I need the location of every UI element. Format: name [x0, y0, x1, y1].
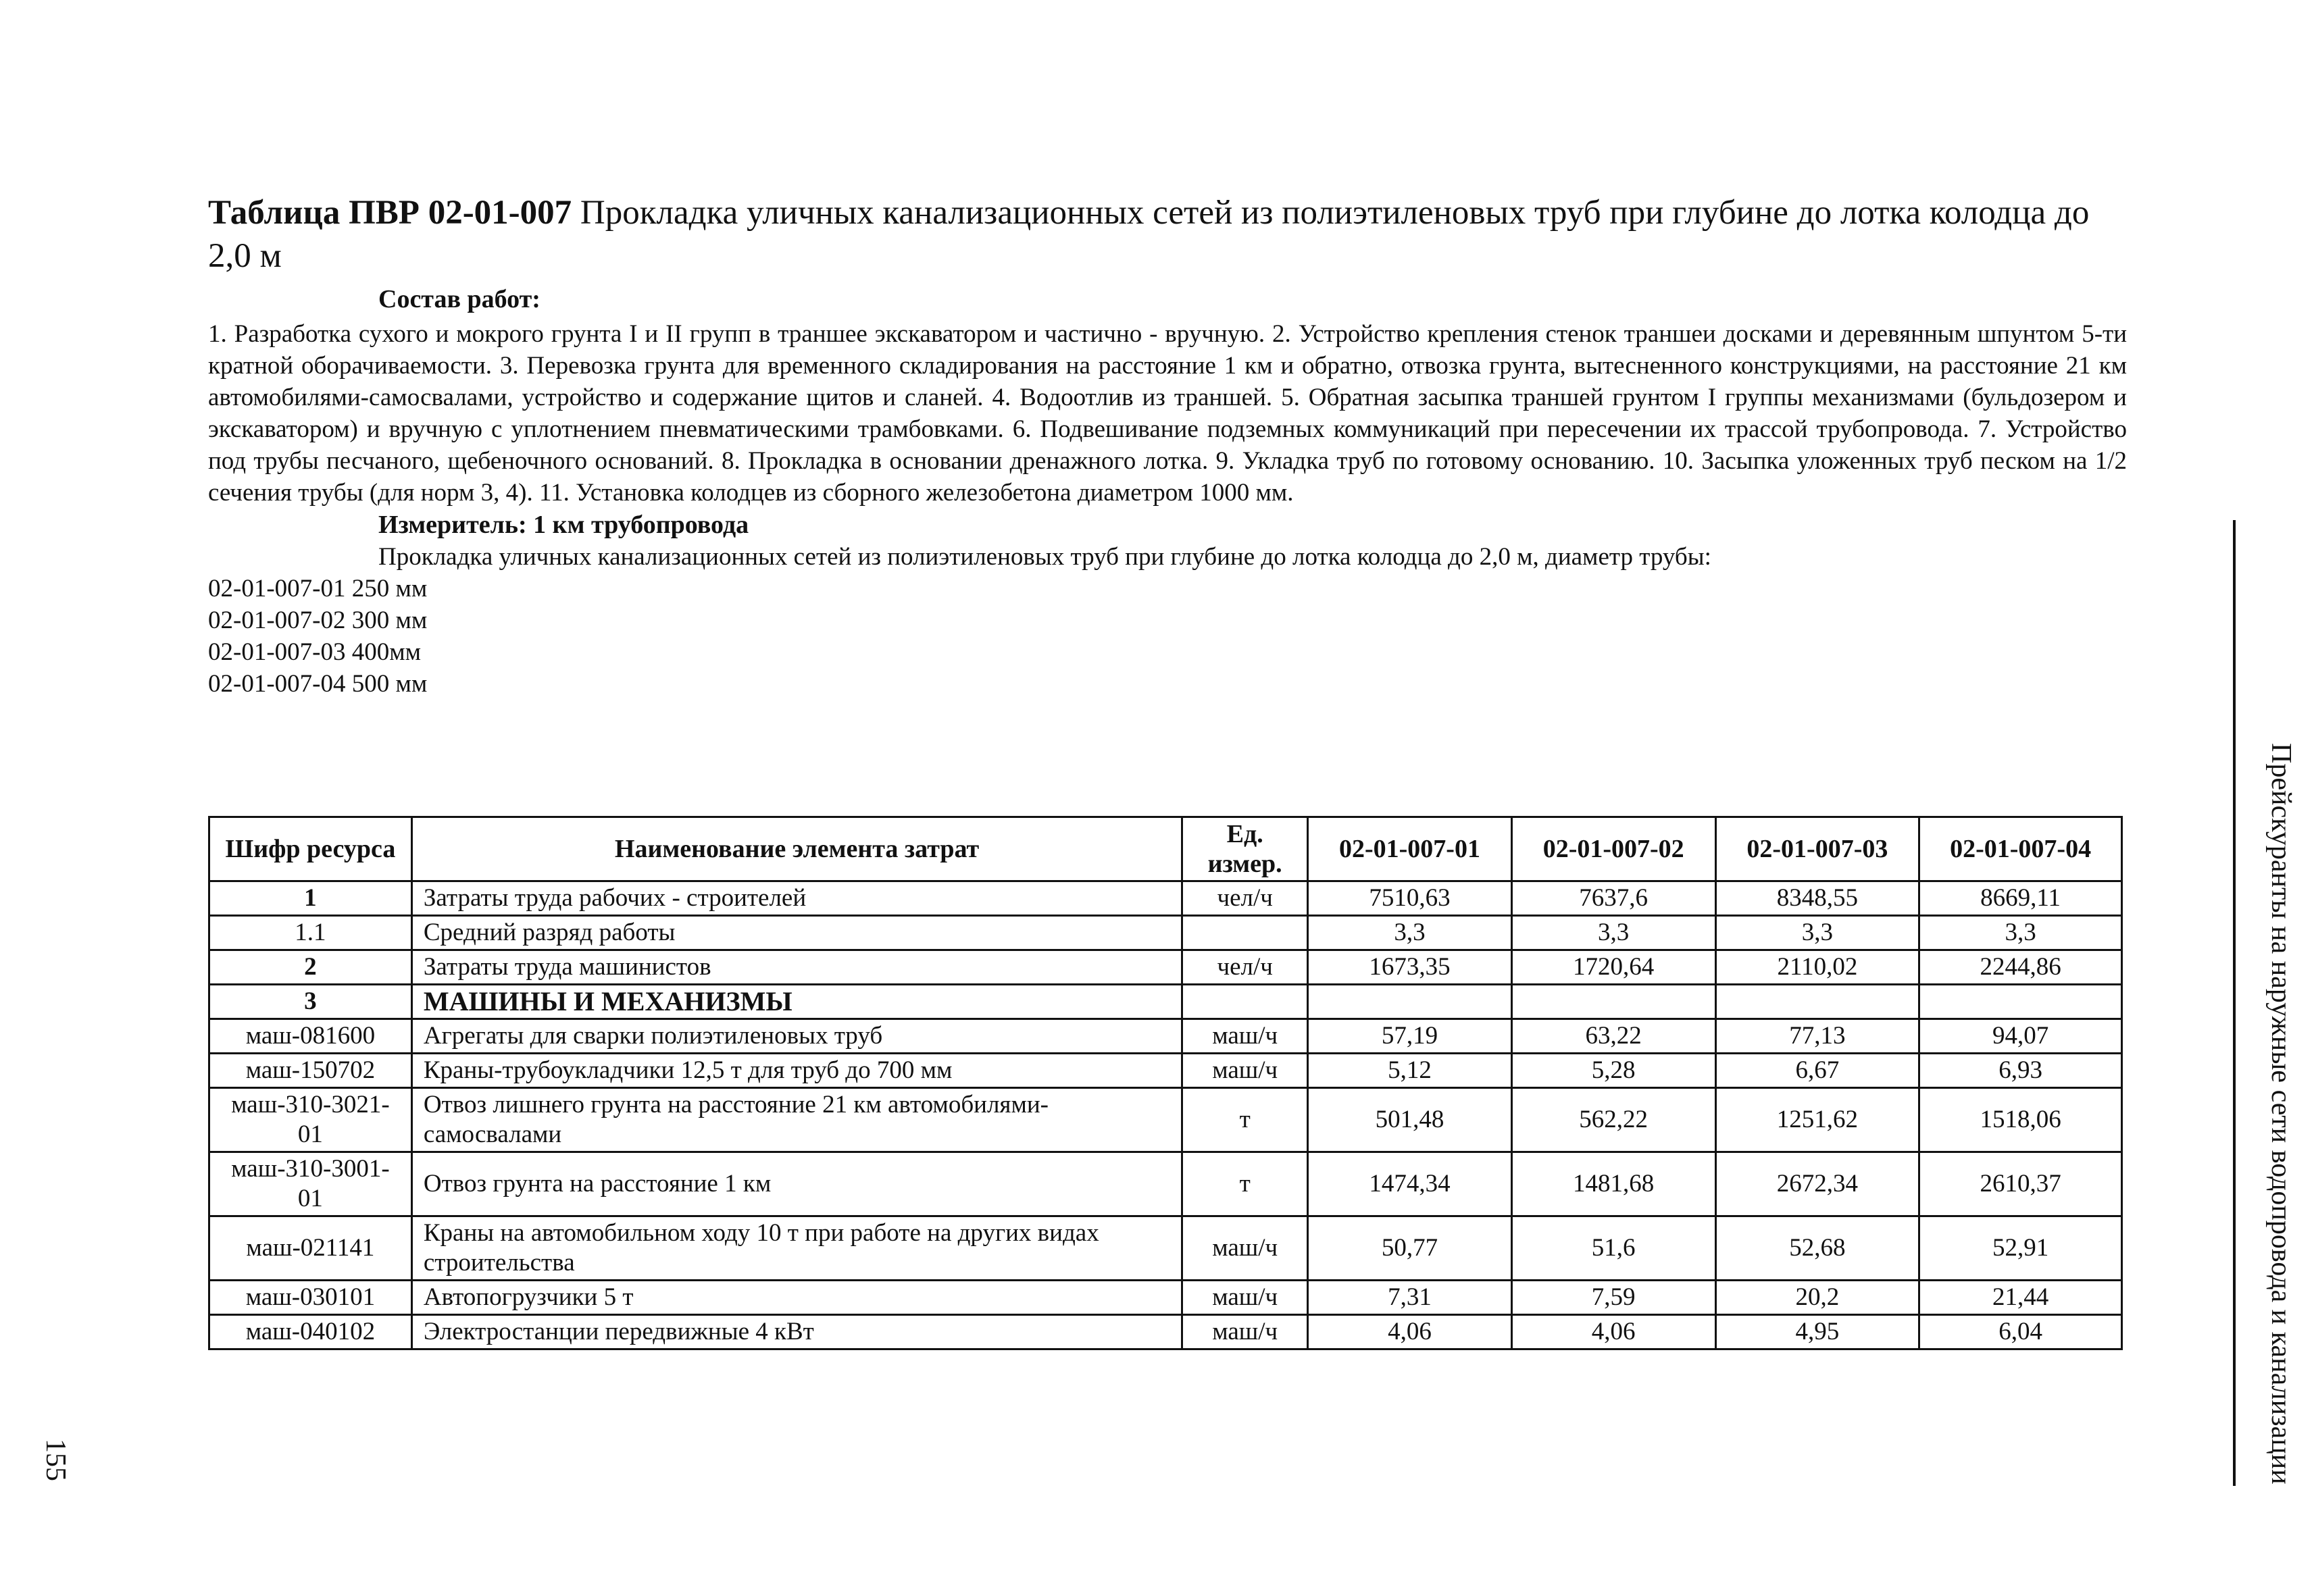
cell-v4: 8669,11	[1919, 881, 2122, 916]
cell-v1: 7,31	[1308, 1281, 1512, 1315]
table-row	[209, 1054, 2122, 1088]
cell-name: Затраты труда рабочих - строителей	[411, 881, 1182, 916]
page-title	[208, 191, 2127, 278]
cell-v1: 4,06	[1308, 1315, 1512, 1349]
cell-v3: 3,3	[1715, 916, 1919, 950]
cell-name: Автопогрузчики 5 т	[411, 1281, 1182, 1315]
cell-v3: 2110,02	[1715, 950, 1919, 985]
cell-v4: 6,04	[1919, 1315, 2122, 1349]
cell-v4: 6,93	[1919, 1054, 2122, 1088]
cell-v2	[1511, 985, 1715, 1019]
cell-v2: 3,3	[1511, 916, 1715, 950]
cell-name: Средний разряд работы	[411, 916, 1182, 950]
table-row	[209, 881, 2122, 916]
side-divider	[2233, 520, 2236, 1486]
cell-v3: 6,67	[1715, 1054, 1919, 1088]
cell-v4	[1919, 985, 2122, 1019]
cell-v2: 7637,6	[1511, 881, 1715, 916]
cell-v4: 21,44	[1919, 1281, 2122, 1315]
table-header-row	[209, 817, 2122, 881]
variant-item: 02-01-007-02 300 мм	[208, 607, 428, 634]
table-code: Таблица ПВР 02-01-007	[208, 194, 572, 232]
cell-code: маш-150702	[209, 1054, 412, 1088]
cell-v1: 50,77	[1308, 1216, 1512, 1281]
cell-v1	[1308, 985, 1512, 1019]
cell-v4: 94,07	[1919, 1019, 2122, 1054]
header-v2: 02-01-007-02	[1511, 817, 1715, 881]
cell-name: Электростанции передвижные 4 кВт	[411, 1315, 1182, 1349]
works-description: 1. Разработка сухого и мокрого грунта I и II групп в траншее экскаватором и частично - вручную. 2. Устройство крепления стенок траншеи досками и деревянным шпунтом 5-ти кратной оборачиваемости. 3. Перевозка грунта для временного складирования на расстояние 1 км и обратно, отвозка грунта, вытесненного конструкциями, на расстояние 21 км автомобилями-самосвалами, устройство и содержание щитов и сланей. 4. Водоотлив из траншей. 5. Обратная засыпка траншей грунтом I группы механизмами (бульдозером и экскаватором) и вручную с уплотнением пневматическими трамбовками. 6. Подвешивание подземных коммуникаций при пересечении их трассой трубопровода. 7. Устройство под трубы песчаного, щебеночного оснований. 8. Прокладка в основании дренажного лотка. 9. Укладка труб по готовому основанию. 10. Засыпка уложенных труб песком на 1/2 сечения трубы (для норм 3, 4). 11. Установка колодцев из сборного железобетона диаметром 1000 мм.	[208, 320, 2127, 507]
cell-code: 1.1	[209, 916, 412, 950]
cell-v4: 1518,06	[1919, 1088, 2122, 1152]
variant-item: 02-01-007-04 500 мм	[208, 670, 428, 698]
cell-unit	[1182, 985, 1308, 1019]
cell-unit: маш/ч	[1182, 1281, 1308, 1315]
header-v4: 02-01-007-04	[1919, 817, 2122, 881]
cell-v1: 7510,63	[1308, 881, 1512, 916]
cell-v4: 2244,86	[1919, 950, 2122, 985]
cell-v3: 1251,62	[1715, 1088, 1919, 1152]
side-caption: Прейскуранты на наружные сети водопровода и канализации	[2265, 743, 2296, 1485]
cell-code: маш-030101	[209, 1281, 412, 1315]
table-row	[209, 1315, 2122, 1349]
cell-name: Краны-трубоукладчики 12,5 т для труб до 700 мм	[411, 1054, 1182, 1088]
cell-v1: 1474,34	[1308, 1152, 1512, 1216]
cell-code: маш-021141	[209, 1216, 412, 1281]
cell-unit: маш/ч	[1182, 1216, 1308, 1281]
cell-unit: т	[1182, 1088, 1308, 1152]
cell-name: Краны на автомобильном ходу 10 т при работе на других видах строительства	[411, 1216, 1182, 1281]
page-number: 155	[40, 1439, 71, 1481]
table-row	[209, 1152, 2122, 1216]
cell-name: Отвоз грунта на расстояние 1 км	[411, 1152, 1182, 1216]
cell-v2: 51,6	[1511, 1216, 1715, 1281]
header-v3: 02-01-007-03	[1715, 817, 1919, 881]
cell-v2: 63,22	[1511, 1019, 1715, 1054]
cell-v4: 2610,37	[1919, 1152, 2122, 1216]
cost-table	[208, 816, 2123, 1350]
cell-name: Агрегаты для сварки полиэтиленовых труб	[411, 1019, 1182, 1054]
cell-code: маш-081600	[209, 1019, 412, 1054]
cell-unit: маш/ч	[1182, 1315, 1308, 1349]
cell-unit: чел/ч	[1182, 881, 1308, 916]
table-row	[209, 916, 2122, 950]
cell-code: 2	[209, 950, 412, 985]
works-heading: Состав работ:	[378, 285, 540, 313]
cell-v3: 52,68	[1715, 1216, 1919, 1281]
cell-name: Отвоз лишнего грунта на расстояние 21 км автомобилями-самосвалами	[411, 1088, 1182, 1152]
cell-name: МАШИНЫ И МЕХАНИЗМЫ	[411, 985, 1182, 1019]
cell-code: маш-040102	[209, 1315, 412, 1349]
cell-code: 3	[209, 985, 412, 1019]
cell-v3: 20,2	[1715, 1281, 1919, 1315]
title-text: Прокладка уличных канализационных сетей из полиэтиленовых труб при глубине до лотка колодца до 2,0 м	[208, 194, 2090, 275]
header-code: Шифр ресурса	[209, 817, 412, 881]
cell-unit: чел/ч	[1182, 950, 1308, 985]
cell-unit	[1182, 916, 1308, 950]
cell-v3	[1715, 985, 1919, 1019]
cell-v2: 5,28	[1511, 1054, 1715, 1088]
table-row	[209, 1088, 2122, 1152]
table-row	[209, 950, 2122, 985]
cell-v3: 8348,55	[1715, 881, 1919, 916]
cell-unit: т	[1182, 1152, 1308, 1216]
header-unit: Ед. измер.	[1182, 817, 1308, 881]
cell-code: маш-310-3001-01	[209, 1152, 412, 1216]
cell-v1: 3,3	[1308, 916, 1512, 950]
cell-unit: маш/ч	[1182, 1054, 1308, 1088]
cell-v3: 2672,34	[1715, 1152, 1919, 1216]
header-v1: 02-01-007-01	[1308, 817, 1512, 881]
measure-unit: Измеритель: 1 км трубопровода	[378, 511, 749, 539]
header-name: Наименование элемента затрат	[411, 817, 1182, 881]
document-body	[208, 191, 2127, 700]
cell-v2: 1720,64	[1511, 950, 1715, 985]
variant-item: 02-01-007-01 250 мм	[208, 575, 428, 602]
cell-v3: 77,13	[1715, 1019, 1919, 1054]
table-row-section	[209, 985, 2122, 1019]
cell-v4: 3,3	[1919, 916, 2122, 950]
variant-item: 02-01-007-03 400мм	[208, 638, 422, 666]
cell-name: Затраты труда машинистов	[411, 950, 1182, 985]
cell-v4: 52,91	[1919, 1216, 2122, 1281]
cell-v2: 7,59	[1511, 1281, 1715, 1315]
cell-v3: 4,95	[1715, 1315, 1919, 1349]
cell-code: 1	[209, 881, 412, 916]
table-row	[209, 1216, 2122, 1281]
cell-v1: 1673,35	[1308, 950, 1512, 985]
cell-v1: 5,12	[1308, 1054, 1512, 1088]
table-row	[209, 1281, 2122, 1315]
cell-v1: 57,19	[1308, 1019, 1512, 1054]
cell-v2: 562,22	[1511, 1088, 1715, 1152]
cell-code: маш-310-3021-01	[209, 1088, 412, 1152]
cell-v2: 4,06	[1511, 1315, 1715, 1349]
cell-v1: 501,48	[1308, 1088, 1512, 1152]
cell-v2: 1481,68	[1511, 1152, 1715, 1216]
variants-description: Прокладка уличных канализационных сетей из полиэтиленовых труб при глубине до лотка колодца до 2,0 м, диаметр трубы:	[378, 543, 1711, 571]
table-row	[209, 1019, 2122, 1054]
cell-unit: маш/ч	[1182, 1019, 1308, 1054]
